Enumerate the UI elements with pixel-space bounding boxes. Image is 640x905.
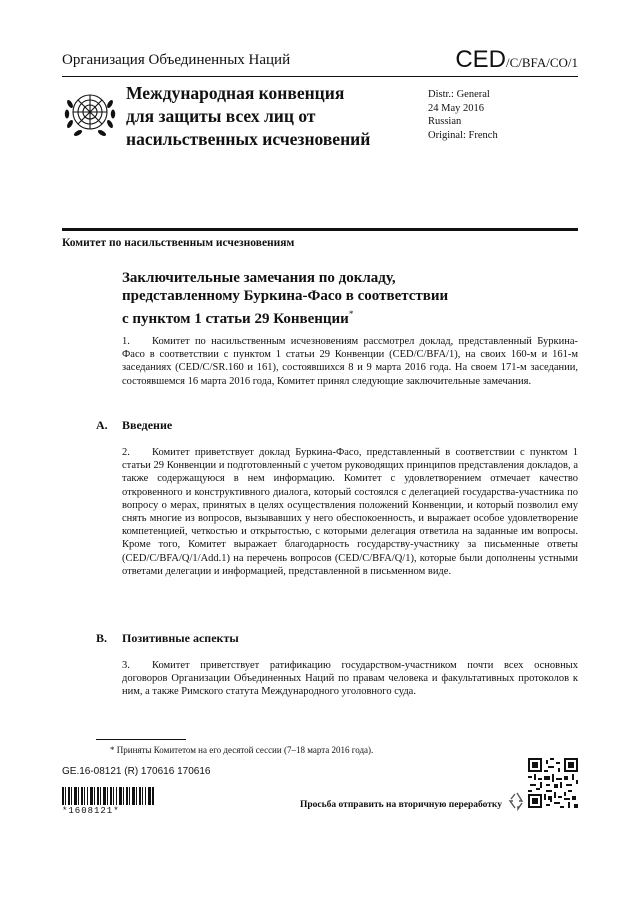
un-emblem-icon (62, 84, 118, 140)
qr-code-icon (528, 758, 578, 808)
paragraph-1 (122, 335, 578, 388)
distribution-language: Russian (428, 116, 462, 127)
report-title-line: Заключительные замечания по докладу, (122, 270, 396, 286)
report-title-line (122, 305, 522, 328)
paragraph-text: Комитет приветствует доклад Буркина-Фасо, представленный в соответствии с пунктом 1 статьи 29 Конвенции и подготовленный с учетом руководящих принципов представления докладов, а также содержащуюся в нем информацию. Комитет с удовлетворением отмечает качество откровенного и конструктивного диалога, который состоялся с делегацией государства-участника по вопросу о мерах, принятых в целях осуществления положений Конвенции, и который позволил ему снять многие из вопросов, вызывавших у него обеспокоенность, и выражает особое удовлетворение компетенцией, четкостью и открытостью, с которыми делегация ответила на заданные им вопросы. Кроме того, Комитет выражает благодарность государству-участнику за письменные ответы (CED/C/BFA/Q/1/Add.1) на перечень вопросов (CED/C/BFA/Q/1), которые были дополнены устными ответами делегации и информацией, представленной в письменном виде. (122, 447, 578, 577)
document-symbol (455, 46, 578, 74)
organization-name: Организация Объединенных Наций (62, 52, 291, 68)
footnote: * Приняты Комитетом на его десятой сессии (7–18 марта 2016 года). (110, 745, 374, 755)
footnote-mark: * (348, 309, 354, 319)
report-title-line: представленному Буркина-Фасо в соответствии (122, 288, 449, 304)
report-title (122, 269, 522, 328)
distribution-original: Original: French (428, 129, 498, 141)
section-letter: B. (96, 631, 108, 645)
paragraph-number: 1. (122, 336, 130, 347)
paragraph-2 (122, 446, 578, 578)
section-title: Позитивные аспекты (122, 631, 239, 645)
recycle-notice: Просьба отправить на вторичную переработку (300, 800, 502, 810)
recycle-icon (506, 790, 528, 812)
paragraph-number: 3. (122, 660, 130, 671)
job-number: GE.16-08121 (R) 170616 170616 (62, 766, 211, 777)
title-rule (62, 228, 578, 231)
section-heading-a (96, 418, 172, 433)
section-heading-b (96, 631, 239, 646)
header-rule (62, 76, 578, 77)
convention-title (126, 82, 406, 151)
section-letter: A. (96, 418, 108, 432)
convention-title-line: насильственных исчезновений (126, 129, 371, 149)
report-title-text: с пунктом 1 статьи 29 Конвенции (122, 311, 349, 327)
barcode-number: *1608121* (62, 806, 120, 816)
paragraph-number: 2. (122, 447, 130, 458)
distribution-line: Distr.: General (428, 89, 490, 100)
footnote-rule (96, 739, 186, 740)
paragraph-3 (122, 659, 578, 699)
distribution-block (428, 88, 498, 142)
symbol-rest: /C/BFA/CO/1 (505, 55, 578, 70)
convention-title-line: Международная конвенция (126, 83, 345, 103)
barcode-icon (62, 787, 154, 805)
convention-title-line: для защиты всех лиц от (126, 106, 316, 126)
section-title: Введение (122, 418, 173, 432)
paragraph-text: Комитет по насильственным исчезновениям рассмотрел доклад, представленный Буркина-Фасо в соответствии с пунктом 1 статьи 29 Конвенции (CED/C/BFA/1), на своих 160-м и 161-м заседаниях (CED/C/SR.160 и 161), состоявшихся 8 и 9 марта 2016 года. На своем 171-м заседании, состоявшемся 16 марта 2016 года, Комитет принял следующие заключительные замечания. (122, 336, 578, 387)
symbol-main: CED (455, 46, 506, 73)
distribution-date: 24 May 2016 (428, 102, 484, 114)
committee-name: Комитет по насильственным исчезновениям (62, 237, 295, 249)
paragraph-text: Комитет приветствует ратификацию государством-участником почти всех основных договоров Организации Объединенных Наций по правам человека и факультативных протоколов к ним, а также Римского статута Международного уголовного суда. (122, 660, 578, 698)
